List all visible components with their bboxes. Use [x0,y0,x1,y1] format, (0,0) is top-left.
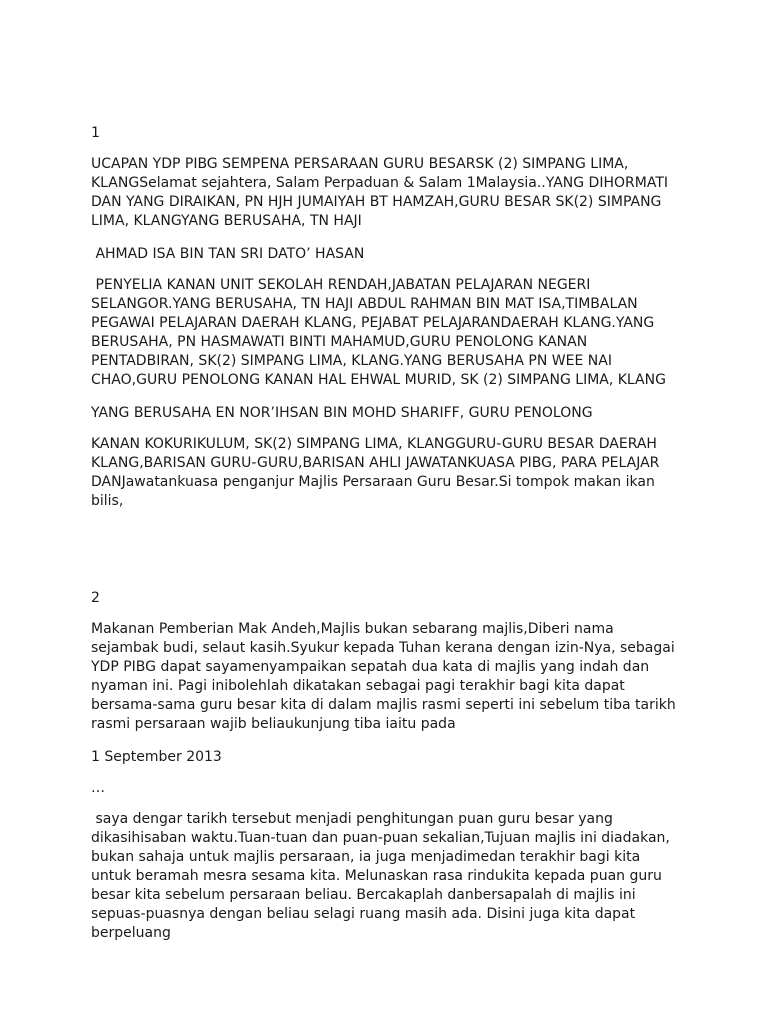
paragraph-opening-address: UCAPAN YDP PIBG SEMPENA PERSARAAN GURU BESARSK (2) SIMPANG LIMA, KLANGSelamat sejahtera, Salam Perpaduan & Salam 1Malaysia..YANG DIHORMATI DAN YANG DIRAIKAN, PN HJH JUMAIYAH BT HAMZAH,GURU BESAR SK(2) SIMPANG LIMA, KLANGYANG BERUSAHA, TN HAJI [91,156,668,229]
paragraph-purpose: saya dengar tarikh tersebut menjadi penghitungan puan guru besar yang dikasihisaban waktu.Tuan-tuan dan puan-puan sekalian,Tujuan majlis ini diadakan, bukan sahaja untuk majlis persaraan, ia juga menjadimedan terakhir bagi kita untuk beramah mesra sesama kita. Melunaskan rasa rindukita kepada puan guru besar kita sebelum persaraan beliau. Bercakaplah danbersapalah di majlis ini sepuas-puasnya dengan beliau selagi ruang masih ada. Disini juga kita dapat berpeluang [91,811,675,941]
paragraph-opening-pantun: Makanan Pemberian Mak Andeh,Majlis bukan sebarang majlis,Diberi nama sejambak budi, selaut kasih.Syukur kepada Tuhan kerana dengan izin-Nya, sebagai YDP PIBG dapat sayamenyampaikan sepatah dua kata di majlis yang indah dan nyaman ini. Pagi inibolehlah dikatakan sebagai pagi terakhir bagi kita dapat bersama-sama guru besar kita di dalam majlis rasmi seperti ini sebelum tiba tarikh rasmi persaraan wajib beliaukunjung tiba iaitu pada [91,621,676,732]
paragraph-guest-list: PENYELIA KANAN UNIT SEKOLAH RENDAH,JABATAN PELAJARAN NEGERI SELANGOR.YANG BERUSAHA, TN HAJI ABDUL RAHMAN BIN MAT ISA,TIMBALAN PEGAWAI PELAJARAN DAERAH KLANG, PEJABAT PELAJARANDAERAH KLANG.YANG BERUSAHA, PN HASMAWATI BINTI MAHAMUD,GURU PENOLONG KANAN PENTADBIRAN, SK(2) SIMPANG LIMA, KLANG.YANG BERUSAHA PN WEE NAI CHAO,GURU PENOLONG KANAN HAL EHWAL MURID, SK (2) SIMPANG LIMA, KLANG [91,277,666,388]
paragraph-audience-greeting: KANAN KOKURIKULUM, SK(2) SIMPANG LIMA, KLANGGURU-GURU BESAR DAERAH KLANG,BARISAN GURU-GURU,BARISAN AHLI JAWATANKUASA PIBG, PARA PELAJAR DANJawatankuasa penganjur Majlis Persaraan Guru Besar.Si tompok makan ikan bilis, [91,436,660,509]
paragraph-date: 1 September 2013 [91,749,222,765]
paragraph-guest-name: AHMAD ISA BIN TAN SRI DATO’ HASAN [91,246,365,262]
page-number-1: 1 [91,125,100,141]
paragraph-ellipsis: … [91,780,105,796]
paragraph-guest-continued: YANG BERUSAHA EN NOR’IHSAN BIN MOHD SHARIFF, GURU PENOLONG [91,405,593,421]
page-number-2: 2 [91,590,100,606]
